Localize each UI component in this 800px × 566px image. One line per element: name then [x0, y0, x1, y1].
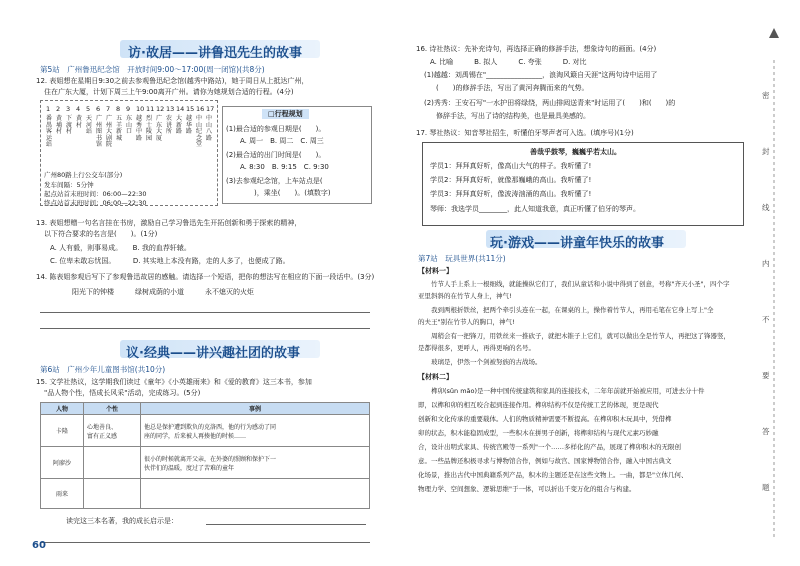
binding-margin-char: 封	[762, 147, 770, 156]
bus-stop-number: 5	[86, 105, 91, 113]
section-title-2: 议·经典——讲兴趣社团的故事	[126, 346, 300, 361]
material-1-text: 是都得很多，更呼人，再得更响的名号。	[418, 344, 535, 352]
table-cell-name: 雨来	[41, 479, 84, 509]
bus-stop-number: 16	[196, 105, 205, 113]
plan-q3-cont: )，乘坐( )。(填数字)	[226, 189, 331, 197]
q14-line1: 14. 陈表姐参观后写下了参观鲁迅故居的感触。请选择一个短语，把你的想法写在相应的下面一段话中。(3分)	[36, 273, 375, 281]
bus-stop-name: 黄埔村	[56, 115, 63, 135]
bus-stop-number: 7	[106, 105, 111, 113]
material-1-text: 竹节人手上系上一根细线，就能操纵它们了，我们从童话和小说中得到了创意，号称"齐天小圣"，四个字	[418, 280, 730, 288]
bus-stop-number: 13	[166, 105, 175, 113]
bus-depart-interval: 发车间隔：5分钟	[44, 181, 94, 189]
table-cell-example: 很小的时候就离开父亲，在外婆的照顾和保护下一 伙伴们的温暖，度过了苦难的童年	[141, 447, 370, 479]
answer-line[interactable]	[40, 542, 370, 543]
material-2-text: 榫卯(sǔn mǎo)是一种中国传统建筑和家具的连接技术，二年年前就开始被应用，可进去分十件	[418, 387, 705, 395]
bus-stop-name: 大新路	[176, 115, 183, 135]
table-header-example: 事例	[141, 403, 370, 415]
q13-line1: 13. 表姐想赠一句名言挂在书房，激励自己学习鲁迅先生开拓创新和勇于探索的精神，	[36, 219, 302, 227]
station-6-heading: 第6站 广州少年儿童图书馆(共10分)	[40, 365, 166, 374]
q12-line2: 住在广东大厦，计划下周三上午9:00离开广州。请你为她规划合适的行程。(4分)	[44, 88, 294, 96]
q16-line1: 16. 诗社热议：先补充诗句，再选择正确的修辞手法，想象诗句的画面。(4分)	[416, 45, 657, 53]
q16-2-line1: (2)秀秀：王安石写"一水护田将绿绕，两山排闼送青来"时运用了( )和( )的	[424, 99, 676, 107]
plan-q2-options: A. 8:30 B. 9:15 C. 9:30	[240, 163, 329, 171]
q16-1-line1: (1)越越：刘禹锡在"________________，浪淘风簸自天涯"这两句诗中运用了	[424, 71, 658, 79]
binding-margin-char: 题	[762, 483, 770, 492]
q16-options: A. 比喻 B. 拟人 C. 夸张 D. 对比	[430, 58, 587, 66]
material-1-text: 亚里斜斜的在竹节人身上，神气!	[418, 292, 512, 300]
table-cell-name: 阿廖沙	[41, 447, 84, 479]
plan-q1: (1)最合适的参观日期是( )。	[226, 125, 326, 133]
q12-line1: 12. 表姐想在星期日9:30之前去参观鲁迅纪念馆(越秀中路站)，她于周日从上抵达广州，	[36, 77, 309, 85]
qin-quote-title: 善哉乎鼓琴，巍巍乎若太山。	[530, 148, 621, 156]
table-cell-example: 他总是保护遭到欺负的克洛西，他的行为感动了同 座的同学，后来被人再揍他的时候……	[141, 415, 370, 447]
q13-options-ab: A. 人有毅，则事易成。 B. 我的血荐轩辕。	[50, 244, 191, 252]
plan-q3: (3)去参观纪念馆，上车站点是(	[226, 177, 323, 185]
trip-plan-badge: □行程规划	[262, 109, 309, 119]
material-2-text: 合，设计出明式家具、传统宫殿等一系列"一个……多样化的产品，展现了榫卯积木的无限创	[418, 443, 681, 451]
binding-margin-char: 线	[762, 203, 770, 212]
bus-stop-number: 9	[126, 105, 131, 113]
material-2-text: 卯的状态，积木能稳固成型，一些积木在拼男子创新，将榫卯结构与现代元素巧妙融	[418, 429, 659, 437]
q15-tail: 读完这三本名著，我的成长启示是：	[66, 517, 178, 525]
answer-line[interactable]	[40, 328, 370, 329]
bus-stop-number: 3	[66, 105, 71, 113]
station-7-heading: 第7站 玩具世界(共11分)	[418, 254, 506, 263]
material-2-label: 【材料二】	[418, 373, 453, 381]
q16-2-line2: 修辞手法，写出了诗的结构美，也是最具美感的。	[436, 112, 590, 120]
plan-q2: (2)最合适的出门时间是( )。	[226, 151, 326, 159]
bus-stop-name: 广州图书馆	[96, 115, 103, 148]
q13-options-cd: C. 位卑未敢忘忧国。 D. 其实地上本没有路，走的人多了，也便成了路。	[50, 257, 290, 265]
plan-q1-options: A. 周一 B. 周二 C. 周三	[240, 137, 324, 145]
station-5-heading: 第5站 广州鲁迅纪念馆 开放时间9:00～17:00(周一闭馆)(共8分)	[40, 65, 265, 74]
binding-margin-char: 答	[762, 427, 770, 436]
binding-margin-char: 不	[762, 315, 770, 324]
character-table	[40, 402, 370, 509]
bus-first-last-end: 终点站首末班时间：06:00—22:30	[44, 199, 147, 207]
bus-stop-number: 4	[76, 105, 81, 113]
bus-first-last-start: 起点站首末班时间：06:00—22:30	[44, 190, 147, 198]
bus-stop-number: 11	[146, 105, 155, 113]
bus-stop-name: 广东大厦	[156, 115, 163, 142]
bus-stop-number: 1	[46, 105, 51, 113]
binding-margin-char: 要	[762, 371, 770, 380]
bus-stop-number: 8	[116, 105, 121, 113]
bus-stop-name: 下渡村	[66, 115, 73, 135]
bus-stop-name: 农讲所	[166, 115, 173, 135]
table-header-name: 人物	[41, 403, 84, 415]
material-2-text: 化场景，推出古代中国典籍系列产品，积木的主题还是在这些文物上。一曲，都是"立体几何、	[418, 471, 688, 479]
bus-stop-name: 东山口	[126, 115, 133, 135]
table-cell-example[interactable]	[141, 479, 370, 509]
q15-line2: "品人物个性，悟成长风采"活动，完成练习。(5分)	[44, 389, 201, 397]
material-2-text: 创新和文化传承的重要载体。人们的物质精神需要不断提高。在榫卯积木玩具中，凭借榫	[418, 415, 672, 423]
binding-margin-char: 密	[762, 91, 770, 100]
table-cell-name: 卡隆	[41, 415, 84, 447]
section-title-3: 玩·游戏——讲童年快乐的故事	[490, 236, 664, 251]
bus-stop-number: 12	[156, 105, 165, 113]
page-number: 60	[32, 540, 46, 551]
q17-line1: 17. 琴社热议：知音琴社招生，听懂伯牙琴声者可入选。(填序号)(1分)	[416, 129, 634, 137]
bus-stop-name: 越华路	[186, 115, 193, 135]
bus-caption: 广州80路上行公交车(部分)	[44, 171, 123, 179]
table-cell-trait[interactable]	[84, 479, 141, 509]
student-1-line: 学员1：拜拜真好听，像高山大气的样子。我听懂了!	[430, 162, 592, 170]
bus-stop-name: 广州大剧院	[106, 115, 113, 148]
material-1-text: 玻璃是，伊然一个剑被努族的古战场。	[418, 358, 542, 366]
bus-stop-number: 14	[176, 105, 185, 113]
bus-stop-name: 越秀中路	[136, 115, 143, 142]
section-title-1: 访·故居——讲鲁迅先生的故事	[128, 46, 302, 61]
table-header-trait: 个性	[84, 403, 141, 415]
answer-line[interactable]	[206, 524, 366, 525]
bus-stop-number: 10	[136, 105, 145, 113]
bus-stop-name: 中山纪念堂	[196, 115, 203, 148]
material-2-text: 意。一些品牌还积极寻求与博物馆合作，例如与故宫、国家博物馆合作，融入中国古典文	[418, 457, 672, 465]
bus-stop-name: 烈士陵园	[146, 115, 153, 142]
bus-stop-name: 天河站	[86, 115, 93, 135]
bus-stop-name: 番禺客运站	[46, 115, 53, 148]
binding-margin-char: 内	[762, 259, 770, 268]
q14-phrase-options: 阳光下的钟楼 绿树成荫的小道 永不熄灭的火炬	[72, 288, 254, 296]
table-row	[41, 415, 370, 447]
student-2-line: 学员2：拜拜真好听，就像那巍峨的高山。我听懂了!	[430, 176, 592, 184]
qin-teacher-line: 琴师：我选学员________，此人知道我意，真正听懂了伯牙的琴声。	[430, 205, 640, 213]
q16-1-line2: ( )的修辞手法，写出了黄河奔腾而来的气势。	[436, 84, 589, 92]
material-1-text: 的夫王"别在竹节人的胸口，神气!	[418, 318, 515, 326]
student-3-line: 学员3：拜拜真好听，像波涛汹涌的高山。我听懂了!	[430, 190, 592, 198]
q15-line1: 15. 文学社热议，这学期我们读过《童年》《小英雄雨来》和《爱的教育》这三本书，参加	[36, 378, 312, 386]
material-1-label: 【材料一】	[418, 267, 453, 275]
q13-line2: 以下符合要求的名言是( )。(1分)	[44, 230, 158, 238]
bus-stop-number: 6	[96, 105, 101, 113]
table-cell-trait[interactable]	[84, 447, 141, 479]
bus-stop-name: 黄村	[76, 115, 83, 129]
table-row	[41, 479, 370, 509]
bus-stop-number: 2	[56, 105, 61, 113]
bus-stop-name: 五羊新城	[116, 115, 123, 142]
material-2-text: 物理力学、空间想象、逻辑思维"于一体，可以折出千变万化的组合与构建。	[418, 485, 636, 493]
bus-stop-number: 15	[186, 105, 195, 113]
bus-stop-number: 17	[206, 105, 215, 113]
material-1-text: 我到两根折铁丝，把两个牵引头连在一起，在课桌的上，操作着竹节人，再用毛笔在它身上写上"全	[418, 306, 714, 314]
bus-stop-name: 中山八路	[206, 115, 213, 142]
table-row	[41, 447, 370, 479]
material-2-text: 即，以榫和卯的相互咬合起到连接作用。榫卯结构不仅是传统工艺的体现，更是现代	[418, 401, 659, 409]
material-1-text: 周稍会有一把锋刀，用铁丝来一推砍子，就把木锥子上它们，就可以做出全是竹节人，再把这了锋器竖，	[418, 332, 730, 340]
answer-line[interactable]	[40, 312, 370, 313]
table-cell-trait: 心地善良、 富有正义感	[84, 415, 141, 447]
